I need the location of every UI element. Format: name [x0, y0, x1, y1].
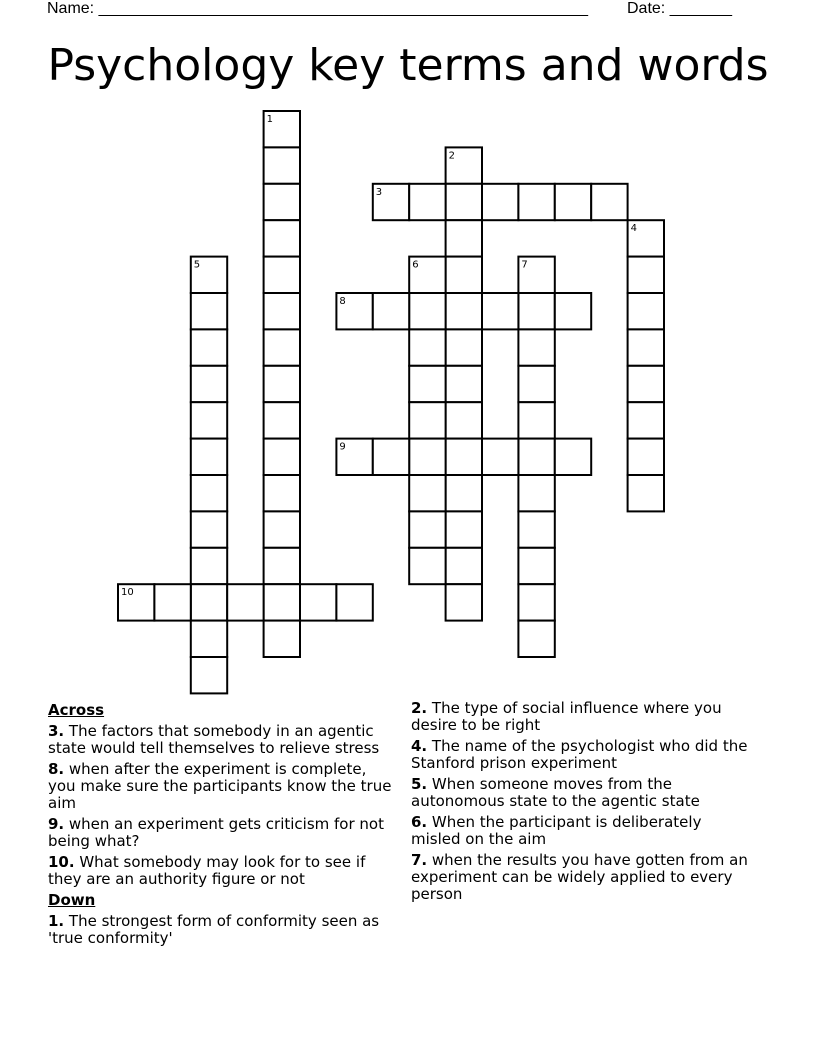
grid-cell[interactable] [446, 548, 482, 584]
clue-number: 5. [411, 775, 428, 793]
clue-2 [411, 700, 751, 734]
cell-number-9: 9 [339, 441, 346, 453]
date-field[interactable]: Date: _______ [627, 0, 732, 17]
grid-cell[interactable] [446, 511, 482, 547]
clue-8 [48, 761, 398, 812]
clue-text: The factors that somebody in an agentic state would tell themselves to relieve stress [48, 722, 380, 757]
grid-cell[interactable] [409, 439, 445, 475]
down-clue-list [48, 913, 398, 947]
grid-cell[interactable] [264, 147, 300, 183]
grid-cell[interactable] [518, 584, 554, 620]
grid-cell[interactable] [446, 402, 482, 438]
cell-number-8: 8 [339, 296, 346, 307]
clue-number: 2. [411, 699, 428, 717]
grid-cell[interactable] [409, 548, 445, 584]
grid-cell[interactable] [264, 511, 300, 547]
down-clue-list-continued [411, 700, 751, 903]
clue-number: 1. [48, 912, 65, 930]
clue-number: 8. [48, 760, 65, 778]
clue-number: 4. [411, 737, 428, 755]
grid-cell[interactable] [518, 184, 554, 220]
clue-number: 6. [411, 813, 428, 831]
grid-cell[interactable] [446, 329, 482, 365]
cell-number-1: 1 [266, 114, 273, 125]
grid-cell[interactable] [446, 293, 482, 329]
clue-text: when the results you have gotten from an experiment can be widely applied to every person [411, 851, 748, 903]
grid-cell[interactable] [482, 439, 518, 475]
clue-5 [411, 776, 751, 810]
grid-cell[interactable] [409, 402, 445, 438]
grid-cell[interactable] [336, 584, 372, 620]
grid-cell[interactable] [591, 184, 627, 220]
grid-cell[interactable] [446, 584, 482, 620]
cell-number-2: 2 [448, 150, 455, 162]
grid-cell[interactable] [264, 184, 300, 220]
grid-cell[interactable] [446, 184, 482, 220]
grid-cell[interactable] [518, 402, 554, 438]
grid-cell[interactable] [191, 511, 227, 547]
grid-cell[interactable] [409, 329, 445, 365]
grid-cell[interactable] [482, 293, 518, 329]
grid-cell[interactable] [264, 548, 300, 584]
grid-cell[interactable] [555, 439, 591, 475]
clue-text: When someone moves from the autonomous state to the agentic state [411, 775, 700, 810]
grid-cell[interactable] [373, 439, 409, 475]
grid-cell[interactable] [555, 184, 591, 220]
grid-cell[interactable] [264, 257, 300, 293]
cell-number-7: 7 [521, 259, 528, 271]
grid-cell[interactable] [264, 402, 300, 438]
grid-cell[interactable] [409, 184, 445, 220]
grid-cell[interactable] [409, 366, 445, 402]
grid-cell[interactable] [518, 439, 554, 475]
grid-cell[interactable] [628, 366, 664, 402]
grid-cell[interactable] [518, 511, 554, 547]
grid-cell[interactable] [482, 184, 518, 220]
grid-cell[interactable] [446, 439, 482, 475]
grid-cell[interactable] [628, 402, 664, 438]
clue-number: 9. [48, 815, 65, 833]
clues-right-column [411, 700, 751, 907]
cell-number-6: 6 [412, 259, 419, 271]
clue-10 [48, 854, 398, 888]
grid-cell[interactable] [409, 475, 445, 511]
grid-cell[interactable] [300, 584, 336, 620]
clue-number: 10. [48, 853, 75, 871]
cell-number-4: 4 [630, 223, 637, 235]
grid-cell[interactable] [518, 548, 554, 584]
clue-text: when after the experiment is complete, you make sure the participants know the true aim [48, 760, 392, 812]
grid-cell[interactable] [264, 366, 300, 402]
grid-cell[interactable] [446, 366, 482, 402]
cell-number-10: 10 [121, 587, 134, 599]
grid-cell[interactable] [264, 621, 300, 657]
grid-cell[interactable] [628, 329, 664, 365]
clue-number: 3. [48, 722, 65, 740]
clue-6 [411, 814, 751, 848]
clue-1 [48, 913, 398, 947]
name-field[interactable]: Name: _______________________________________________________ [47, 0, 588, 17]
clue-4 [411, 738, 751, 772]
grid-cell[interactable] [227, 584, 263, 620]
grid-cell[interactable] [518, 366, 554, 402]
grid-cell[interactable] [628, 257, 664, 293]
grid-cell[interactable] [446, 257, 482, 293]
grid-cell[interactable] [264, 475, 300, 511]
page-title: Psychology key terms and words [47, 40, 769, 91]
grid-cell[interactable] [191, 621, 227, 657]
grid-cell[interactable] [555, 293, 591, 329]
clue-text: The strongest form of conformity seen as 'true conformity' [48, 912, 380, 947]
clue-text: The name of the psychologist who did the Stanford prison experiment [411, 737, 748, 772]
grid-cell[interactable] [518, 293, 554, 329]
grid-cell[interactable] [518, 329, 554, 365]
grid-cell[interactable] [373, 293, 409, 329]
clue-text: What somebody may look for to see if they are an authority figure or not [48, 853, 366, 888]
clue-number: 7. [411, 851, 428, 869]
grid-cell[interactable] [628, 293, 664, 329]
grid-cell[interactable] [191, 475, 227, 511]
grid-cell[interactable] [154, 584, 190, 620]
grid-cell[interactable] [191, 548, 227, 584]
grid-cell[interactable] [264, 329, 300, 365]
clue-9 [48, 816, 398, 850]
grid-cell[interactable] [446, 475, 482, 511]
grid-cell[interactable] [191, 366, 227, 402]
grid-cell[interactable] [628, 439, 664, 475]
across-clue-list [48, 723, 398, 888]
grid-cell[interactable] [518, 621, 554, 657]
across-heading: Across [48, 701, 105, 719]
grid-cell[interactable] [409, 511, 445, 547]
cell-number-3: 3 [375, 186, 383, 198]
clues-left-column [48, 700, 398, 951]
grid-cell[interactable] [409, 293, 445, 329]
grid-cell[interactable] [264, 584, 300, 620]
grid-cell[interactable] [191, 402, 227, 438]
grid-cell[interactable] [518, 475, 554, 511]
grid-cell[interactable] [264, 293, 300, 329]
clue-3 [48, 723, 398, 757]
clue-7 [411, 852, 751, 903]
grid-cell[interactable] [628, 475, 664, 511]
clue-text: The type of social influence where you desire to be right [411, 699, 722, 734]
grid-cell[interactable] [191, 329, 227, 365]
cell-number-5: 5 [193, 259, 201, 271]
grid-cell[interactable] [191, 439, 227, 475]
clue-text: When the participant is deliberately misled on the aim [411, 813, 702, 848]
grid-cell[interactable] [191, 657, 227, 693]
grid-cell[interactable] [191, 584, 227, 620]
grid-cell[interactable] [446, 220, 482, 256]
grid-cell[interactable] [264, 220, 300, 256]
grid-cell[interactable] [264, 439, 300, 475]
grid-cell[interactable] [191, 293, 227, 329]
clue-text: when an experiment gets criticism for not being what? [48, 815, 384, 850]
down-heading: Down [48, 891, 96, 909]
